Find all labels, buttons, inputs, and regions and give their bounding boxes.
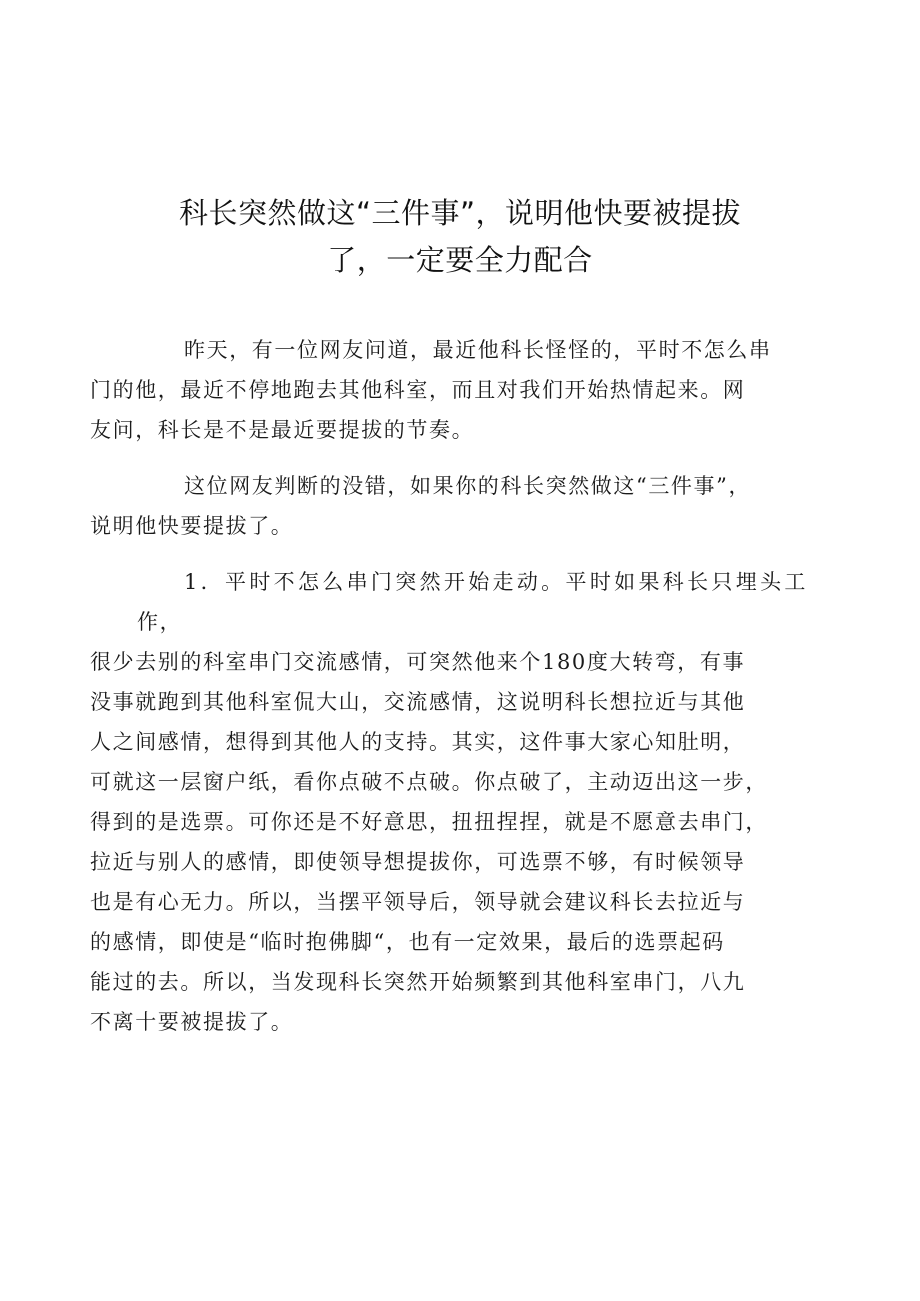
text-line: 能过的去。所以，当发现科长突然开始频繁到其他科室串门，八九 <box>90 970 746 994</box>
paragraph <box>90 562 807 1042</box>
text-line: 的感情，即使是“临时抱佛脚“，也有一定效果，最后的选票起码 <box>90 930 725 954</box>
paragraph <box>90 330 807 450</box>
text-line: 没事就跑到其他科室侃大山，交流感情，这说明科长想拉近与其他 <box>90 690 746 714</box>
text-line: 不离十要被提拔了。 <box>90 1010 294 1034</box>
paragraph <box>90 466 807 546</box>
text-line: 人之间感情，想得到其他人的支持。其实，这件事大家心知肚明， <box>90 730 746 754</box>
text-line: 也是有心无力。所以，当摆平领导后，领导就会建议科长去拉近与 <box>90 890 746 914</box>
document-title <box>120 190 800 284</box>
document-body <box>90 330 807 1058</box>
text-line: 很少去别的科室串门交流感情，可突然他来个180度大转弯，有事 <box>90 650 746 674</box>
text-line: 这位网友判断的没错，如果你的科长突然做这“三件事”， <box>184 474 752 498</box>
text-line: 门的他，最近不停地跑去其他科室，而且对我们开始热情起来。网 <box>90 378 746 402</box>
title-line: 科长突然做这“三件事”，说明他快要被提拔 <box>178 196 742 230</box>
text-line: 友问，科长是不是最近要提拔的节奏。 <box>90 418 475 442</box>
text-line: 拉近与别人的感情，即使领导想提拔你，可选票不够，有时候领导 <box>90 850 746 874</box>
text-line: 可就这一层窗户纸，看你点破不点破。你点破了，主动迈出这一步， <box>90 770 768 794</box>
text-line: 说明他快要提拔了。 <box>90 514 294 538</box>
title-line: 了，一定要全力配合 <box>327 243 593 277</box>
text-line: 得到的是选票。可你还是不好意思，扭扭捏捏，就是不愿意去串门， <box>90 810 768 834</box>
text-line: 昨天，有一位网友问道，最近他科长怪怪的，平时不怎么串 <box>184 338 772 362</box>
text-line: 1．平时不怎么串门突然开始走动。平时如果科长只埋头工作， <box>137 570 807 634</box>
